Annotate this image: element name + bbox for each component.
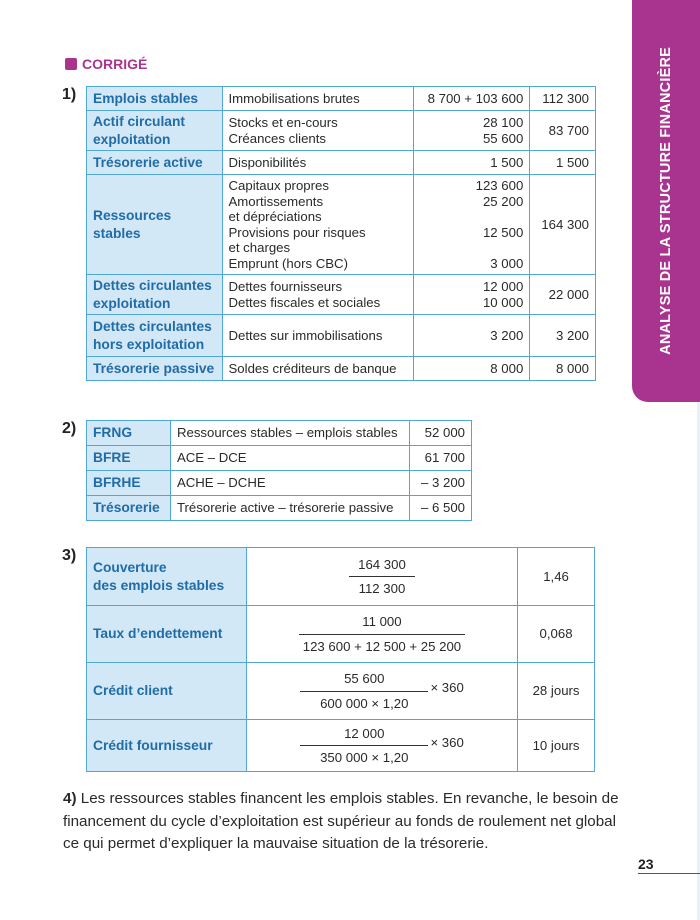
q1-item: Stocks et en-cours [228, 115, 338, 130]
q2-row-formula: ACE – DCE [170, 446, 409, 471]
fraction [300, 671, 464, 711]
q1-row [87, 175, 596, 275]
q1-row-label: Trésorerie active [87, 151, 223, 175]
q1-row [87, 151, 596, 175]
q2-row-label: BFRHE [87, 471, 171, 496]
q1-item: Dettes fournisseurs [228, 279, 343, 294]
section-label [65, 56, 147, 72]
fraction [299, 614, 465, 654]
fraction-body [300, 671, 428, 711]
q3-result: 1,46 [518, 548, 595, 606]
q2-row-label: FRNG [87, 421, 171, 446]
q1-amount: 1 500 [490, 154, 524, 170]
q1-row-amounts [414, 357, 530, 381]
q3-formula [246, 720, 517, 772]
q1-amount: 3 000 [490, 255, 524, 271]
q1-row-items [222, 357, 414, 381]
q1-item: Capitaux propres [228, 178, 329, 193]
q1-item: Dettes sur immobilisations [228, 327, 383, 343]
q1-row-items [222, 151, 414, 175]
q1-amount: 8 700 + 103 600 [427, 90, 524, 106]
q1-row-total: 3 200 [530, 315, 596, 357]
q1-amount: 123 600 [475, 178, 524, 193]
q1-amount: 25 200 [482, 193, 524, 209]
q2-row-formula: Ressources stables – emplois stables [170, 421, 409, 446]
q1-row-amounts [414, 111, 530, 151]
denominator: 112 300 [349, 576, 416, 597]
denominator: 350 000 × 1,20 [300, 745, 428, 766]
q3-ratios-table [86, 547, 595, 772]
numerator: 11 000 [362, 614, 402, 629]
question-number-1: 1) [62, 86, 77, 103]
q2-row-formula: ACHE – DCHE [170, 471, 409, 496]
q3-label-line: Taux d’endettement [93, 626, 223, 642]
q1-item: Soldes créditeurs de banque [228, 360, 397, 376]
q1-row-amounts [414, 87, 530, 111]
q4-text: Les ressources stables financent les emplois stables. En revanche, le besoin de financement du cycle d’exploitation est supérieur au fonds de roulement net global ce qui permet d’expliquer la mauvaise situation de la trésorerie. [63, 790, 619, 852]
square-bullet-icon [65, 58, 77, 70]
q1-item: Provisions pour risques [228, 224, 366, 240]
q3-label-line: Couverture [93, 560, 167, 575]
page-number: 23 [638, 856, 654, 872]
q3-result: 0,068 [518, 606, 595, 663]
q1-amount: 3 200 [490, 327, 524, 343]
q1-amount [420, 240, 523, 256]
q3-formula [246, 548, 517, 606]
q2-indicators-table [86, 420, 472, 521]
chapter-side-tab-title [632, 0, 700, 402]
q4-paragraph [63, 788, 633, 856]
q3-label-line: Crédit client [93, 683, 173, 699]
q1-row-amounts [414, 175, 530, 275]
multiplier: × 360 [430, 734, 464, 750]
chapter-title: ANALYSE DE LA STRUCTURE FINANCIÈRE [658, 47, 674, 355]
fraction-body [299, 614, 465, 654]
question-number-2: 2) [62, 420, 77, 437]
page-number-rule [638, 873, 700, 874]
q1-row [87, 315, 596, 357]
q2-row-value: – 3 200 [410, 471, 472, 496]
q1-row-label: Emplois stables [87, 87, 223, 111]
q1-row-total: 8 000 [530, 357, 596, 381]
q1-row-amounts [414, 315, 530, 357]
question-number-3: 3) [62, 547, 77, 564]
q1-row-items [222, 315, 414, 357]
q1-row [87, 275, 596, 315]
q1-amount: 8 000 [490, 360, 524, 376]
q1-row-label: Actif circulant exploitation [87, 111, 223, 151]
q1-row-total: 83 700 [530, 111, 596, 151]
q1-row [87, 357, 596, 381]
q1-amount: 28 100 [482, 115, 524, 130]
q3-row [87, 663, 595, 720]
q1-item: et dépréciations [228, 209, 322, 224]
q3-row [87, 548, 595, 606]
q2-row [87, 496, 472, 521]
q2-row-formula: Trésorerie active – trésorerie passive [170, 496, 409, 521]
q1-row-amounts [414, 275, 530, 315]
q1-amount: 12 000 [482, 279, 524, 294]
q3-formula [246, 606, 517, 663]
q1-item: et charges [228, 240, 291, 255]
q3-label-line: Crédit fournisseur [93, 737, 213, 753]
q1-row-total: 112 300 [530, 87, 596, 111]
q3-row [87, 606, 595, 663]
q1-item: Créances clients [228, 130, 326, 146]
q1-row-total: 164 300 [530, 175, 596, 275]
fraction-body [300, 726, 428, 766]
q1-item: Amortissements [228, 193, 324, 209]
q1-row-label: Dettes circulantes hors exploitation [87, 315, 223, 357]
q3-row-label [87, 720, 247, 772]
q1-item: Immobilisations brutes [228, 90, 360, 106]
q3-formula [246, 663, 517, 720]
q1-row-total: 1 500 [530, 151, 596, 175]
q3-row [87, 720, 595, 772]
q1-row-amounts [414, 151, 530, 175]
denominator: 600 000 × 1,20 [300, 691, 428, 712]
fraction [300, 726, 464, 766]
q1-item: Disponibilités [228, 154, 307, 170]
q1-row-label: Trésorerie passive [87, 357, 223, 381]
q2-row-label: BFRE [87, 446, 171, 471]
q1-amount: 10 000 [482, 294, 524, 310]
q2-row [87, 421, 472, 446]
q2-row [87, 471, 472, 496]
q1-row-items [222, 111, 414, 151]
q1-row-label: Dettes circulantes exploitation [87, 275, 223, 315]
numerator: 55 600 [344, 671, 385, 686]
q1-row-items [222, 175, 414, 275]
q1-item: Dettes fiscales et sociales [228, 294, 381, 310]
q1-balance-table [86, 86, 596, 381]
numerator: 12 000 [344, 725, 385, 741]
q1-row-items [222, 275, 414, 315]
section-label-text: CORRIGÉ [82, 56, 148, 72]
q1-row-label: Ressources stables [87, 175, 223, 275]
q2-row-value: – 6 500 [410, 496, 472, 521]
q3-row-label [87, 548, 247, 606]
q2-row-label: Trésorerie [87, 496, 171, 521]
q3-label-line: des emplois stables [93, 577, 225, 593]
q1-row [87, 87, 596, 111]
q1-row-total: 22 000 [530, 275, 596, 315]
question-number-4: 4) [63, 790, 77, 807]
denominator: 123 600 + 12 500 + 25 200 [299, 634, 465, 655]
fraction-body [348, 557, 416, 597]
q3-result: 28 jours [518, 663, 595, 720]
q1-row-items [222, 87, 414, 111]
q3-row-label [87, 663, 247, 720]
q2-row-value: 52 000 [410, 421, 472, 446]
fraction [348, 557, 416, 597]
multiplier: × 360 [430, 680, 464, 696]
q1-amount [420, 209, 523, 225]
q1-amount: 55 600 [482, 130, 524, 146]
q1-row [87, 111, 596, 151]
q2-row-value: 61 700 [410, 446, 472, 471]
q1-item: Emprunt (hors CBC) [228, 255, 348, 271]
q2-row [87, 446, 472, 471]
q3-result: 10 jours [518, 720, 595, 772]
numerator: 164 300 [358, 556, 406, 572]
q3-row-label [87, 606, 247, 663]
q1-amount: 12 500 [482, 224, 524, 240]
